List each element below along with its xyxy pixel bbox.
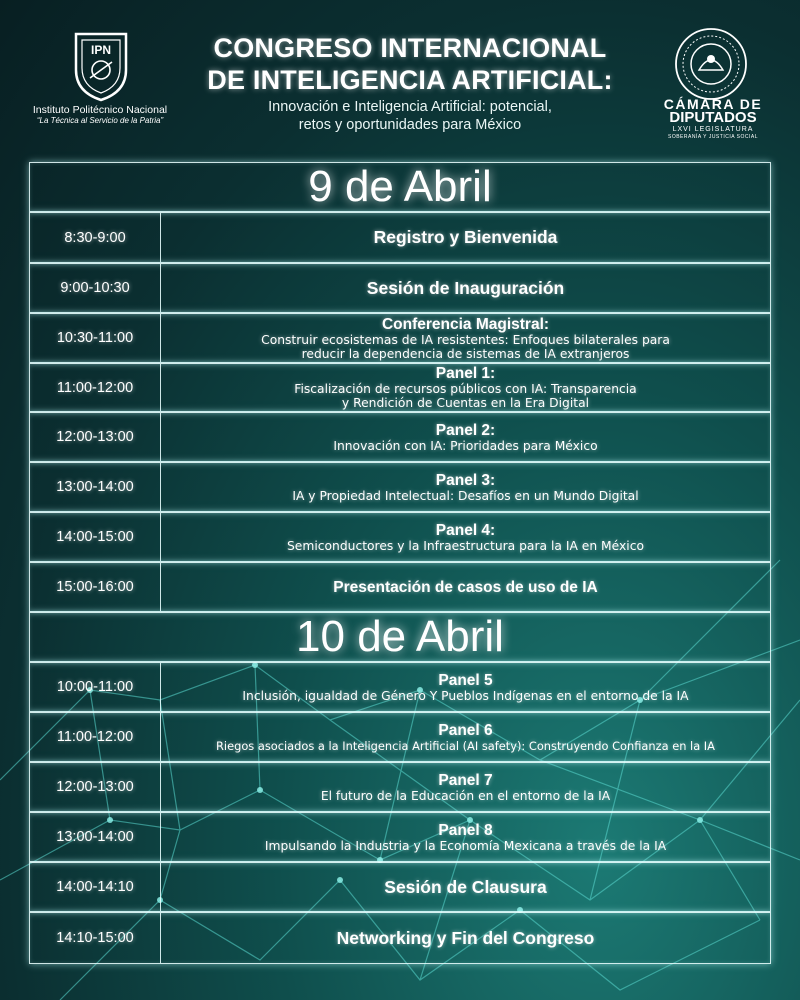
- session-description: Construir ecosistemas de IA resistentes: Enfoques bilaterales para: [261, 332, 670, 347]
- session-title: Sesión de Clausura: [384, 876, 547, 897]
- header: [0, 0, 800, 160]
- session-title: Sesión de Inauguración: [366, 277, 565, 298]
- page-title: [180, 32, 640, 96]
- session-title: Panel 6: [438, 721, 493, 739]
- ipn-logo-text: IPN: [90, 43, 112, 57]
- session-event: [161, 713, 770, 761]
- session-title: Panel 2:: [435, 421, 496, 439]
- title-line-2: DE INTELIGENCIA ARTIFICIAL:: [207, 65, 613, 95]
- session-event: [161, 213, 770, 262]
- schedule-row: [29, 462, 771, 512]
- session-event: [161, 364, 770, 411]
- schedule-row: [29, 363, 771, 412]
- day-header: [29, 612, 771, 662]
- ipn-name: Instituto Politécnico Nacional: [32, 104, 168, 116]
- schedule-row: [29, 212, 771, 263]
- session-description: Inclusión, igualdad de Género Y Pueblos Indígenas en el entorno de la IA: [242, 688, 689, 703]
- session-description: Innovación con IA: Prioridades para México: [333, 438, 598, 453]
- schedule-row: [29, 412, 771, 462]
- schedule-row: [29, 712, 771, 762]
- subtitle-line-1: Innovación e Inteligencia Artificial: potencial,: [268, 99, 552, 115]
- session-time: 14:10-15:00: [30, 913, 161, 963]
- session-title: Panel 8: [438, 821, 493, 839]
- camara-legislatura: LXVI LEGISLATURA: [672, 126, 754, 133]
- session-title: Conferencia Magistral:: [381, 315, 550, 333]
- session-title: Networking y Fin del Congreso: [336, 927, 595, 948]
- session-time: 9:00-10:30: [30, 264, 161, 312]
- session-time: 14:00-15:00: [30, 513, 161, 561]
- session-description: y Rendición de Cuentas en la Era Digital: [341, 396, 590, 410]
- session-event: [161, 563, 770, 611]
- session-time: 11:00-12:00: [30, 713, 161, 761]
- schedule-row: [29, 662, 771, 712]
- session-event: [161, 463, 770, 511]
- ipn-logo-icon: [72, 30, 130, 102]
- ipn-motto: “La Técnica al Servicio de la Patria”: [36, 116, 164, 125]
- session-description: El futuro de la Educación en el entorno de la IA: [320, 788, 611, 803]
- session-time: 15:00-16:00: [30, 563, 161, 611]
- session-description: IA y Propiedad Intelectual: Desafíos en un Mundo Digital: [292, 488, 639, 503]
- page-subtitle: [200, 98, 620, 134]
- camara-motto: SOBERANÍA Y JUSTICIA SOCIAL: [667, 134, 758, 140]
- schedule-row: [29, 512, 771, 562]
- session-description: Semiconductores y la Infraestructura para la IA en México: [287, 538, 644, 553]
- schedule-row: [29, 912, 771, 964]
- session-time: 12:00-13:00: [30, 413, 161, 461]
- schedule-row: [29, 313, 771, 363]
- schedule-row: [29, 812, 771, 862]
- session-title: Panel 3:: [435, 471, 496, 489]
- schedule-row: [29, 862, 771, 912]
- session-description: Riegos asociados a la Inteligencia Artificial (AI safety): Construyendo Confianza en la IA: [216, 738, 715, 753]
- subtitle-line-2: retos y oportunidades para México: [298, 117, 522, 133]
- session-time: 8:30-9:00: [30, 213, 161, 262]
- session-event: [161, 663, 770, 711]
- session-title: Panel 1:: [435, 365, 496, 382]
- session-event: [161, 513, 770, 561]
- session-event: [161, 264, 770, 312]
- schedule-row: [29, 263, 771, 313]
- session-description: reducir la dependencia de sistemas de IA extranjeros: [301, 346, 630, 361]
- day-header: [29, 162, 771, 212]
- session-event: [161, 863, 770, 911]
- session-time: 13:00-14:00: [30, 813, 161, 861]
- session-title: Panel 7: [438, 771, 493, 789]
- session-event: [161, 913, 770, 963]
- session-title: Panel 4:: [435, 521, 496, 539]
- title-line-1: CONGRESO INTERNACIONAL: [213, 33, 607, 63]
- schedule-row: [29, 562, 771, 612]
- session-event: [161, 314, 770, 362]
- session-time: 11:00-12:00: [30, 364, 161, 411]
- session-description: Impulsando la Industria y la Economía Mexicana a través de la IA: [264, 838, 667, 853]
- day-label: 10 de Abril: [296, 612, 504, 661]
- day-label: 9 de Abril: [308, 162, 492, 211]
- session-time: 13:00-14:00: [30, 463, 161, 511]
- session-time: 14:00-14:10: [30, 863, 161, 911]
- session-event: [161, 763, 770, 811]
- session-description: Fiscalización de recursos públicos con IA: Transparencia: [294, 382, 637, 396]
- session-time: 10:00-11:00: [30, 663, 161, 711]
- session-title: Presentación de casos de uso de IA: [333, 578, 598, 596]
- session-title: Panel 5: [438, 671, 493, 689]
- session-time: 12:00-13:00: [30, 763, 161, 811]
- camara-seal-icon: [673, 26, 749, 102]
- camara-name-line-1: CÁMARA DE: [663, 96, 763, 112]
- session-time: 10:30-11:00: [30, 314, 161, 362]
- camara-name-line-2: DIPUTADOS: [669, 109, 757, 126]
- schedule-row: [29, 762, 771, 812]
- session-event: [161, 813, 770, 861]
- session-title: Registro y Bienvenida: [373, 227, 558, 247]
- session-event: [161, 413, 770, 461]
